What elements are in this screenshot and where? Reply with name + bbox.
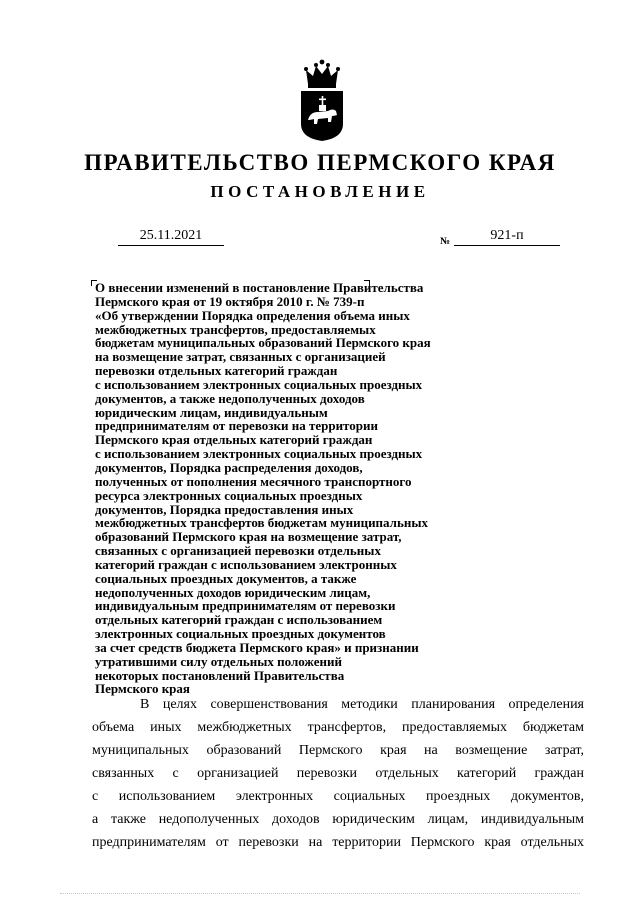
subject-line: утратившими силу отдельных положений (95, 653, 342, 669)
document-subject (95, 281, 505, 696)
subject-line: с использованием электронных социальных проездных (95, 376, 423, 392)
number-sign: № (440, 236, 451, 247)
subject-line: Пермского края отдельных категорий граждан (95, 432, 373, 448)
perm-krai-coat-of-arms-icon (300, 58, 344, 142)
body-line: муниципальных образований Пермского края на возмещение затрат, (92, 743, 584, 758)
body-line: с использованием электронных социальных проездных документов, (92, 789, 584, 804)
subject-line: на возмещение затрат, связанных с организацией (95, 349, 386, 365)
subject-line: с использованием электронных социальных проездных (95, 446, 423, 462)
subject-line: юридическим лицам, индивидуальным (95, 404, 328, 420)
subject-line: «Об утверждении Порядка определения объема иных (95, 307, 410, 323)
body-line: а также недополученных доходов юридическим лицам, индивидуальным (92, 812, 584, 827)
subject-line: некоторых постановлений Правительства (95, 667, 345, 683)
subject-line: Пермского края (95, 681, 190, 697)
subject-line: документов, Порядка распределения доходов, (95, 459, 363, 475)
body-line: связанных с организацией перевозки отдельных категорий граждан (92, 766, 584, 781)
scan-edge-divider (60, 893, 580, 894)
subject-line: за счет средств бюджета Пермского края» и признании (95, 639, 419, 655)
subject-line: бюджетам муниципальных образований Пермского края (95, 335, 431, 351)
subject-line: социальных проездных документов, а также (95, 570, 357, 586)
body-paragraph (92, 693, 584, 854)
subject-line: полученных от пополнения месячного транспортного (95, 473, 412, 489)
subject-line: документов, Порядка предоставления иных (95, 501, 354, 517)
subject-line: межбюджетных трансфертов, предоставляемых (95, 321, 376, 337)
subject-line: О внесении изменений в постановление Правительства (95, 280, 424, 295)
subject-line: электронных социальных проездных документов (95, 626, 386, 642)
document-type: ПОСТАНОВЛЕНИЕ (210, 182, 430, 201)
government-title: ПРАВИТЕЛЬСТВО ПЕРМСКОГО КРАЯ (84, 150, 556, 175)
subject-line: образований Пермского края на возмещение затрат, (95, 529, 402, 545)
body-line: В целях совершенствования методики планирования определения (140, 697, 584, 712)
subject-line: перевозки отдельных категорий граждан (95, 363, 338, 379)
subject-line: недополученных доходов юридическим лицам, (95, 584, 371, 600)
subject-line: индивидуальным предпринимателям от перевозки (95, 598, 396, 614)
subject-line: связанных с организацией перевозки отдельных (95, 543, 381, 559)
subject-line: Пермского края от 19 октября 2010 г. № 739-п (95, 293, 365, 309)
document-number: 921-п (454, 227, 560, 246)
document-date: 25.11.2021 (118, 227, 224, 246)
document-number-block (440, 227, 560, 247)
subject-line: категорий граждан с использованием электронных (95, 556, 397, 572)
body-line: объема иных межбюджетных трансфертов, предоставляемых бюджетам (92, 720, 584, 735)
subject-line: документов, а также недополученных доходов (95, 390, 365, 406)
subject-line: предпринимателям от перевозки на территории (95, 418, 378, 434)
subject-line: отдельных категорий граждан с использованием (95, 612, 383, 628)
subject-line: межбюджетных трансфертов бюджетам муниципальных (95, 515, 428, 531)
subject-line: ресурса электронных социальных проездных (95, 487, 363, 503)
body-line: предпринимателям от перевозки на территории Пермского края отдельных (92, 835, 584, 850)
